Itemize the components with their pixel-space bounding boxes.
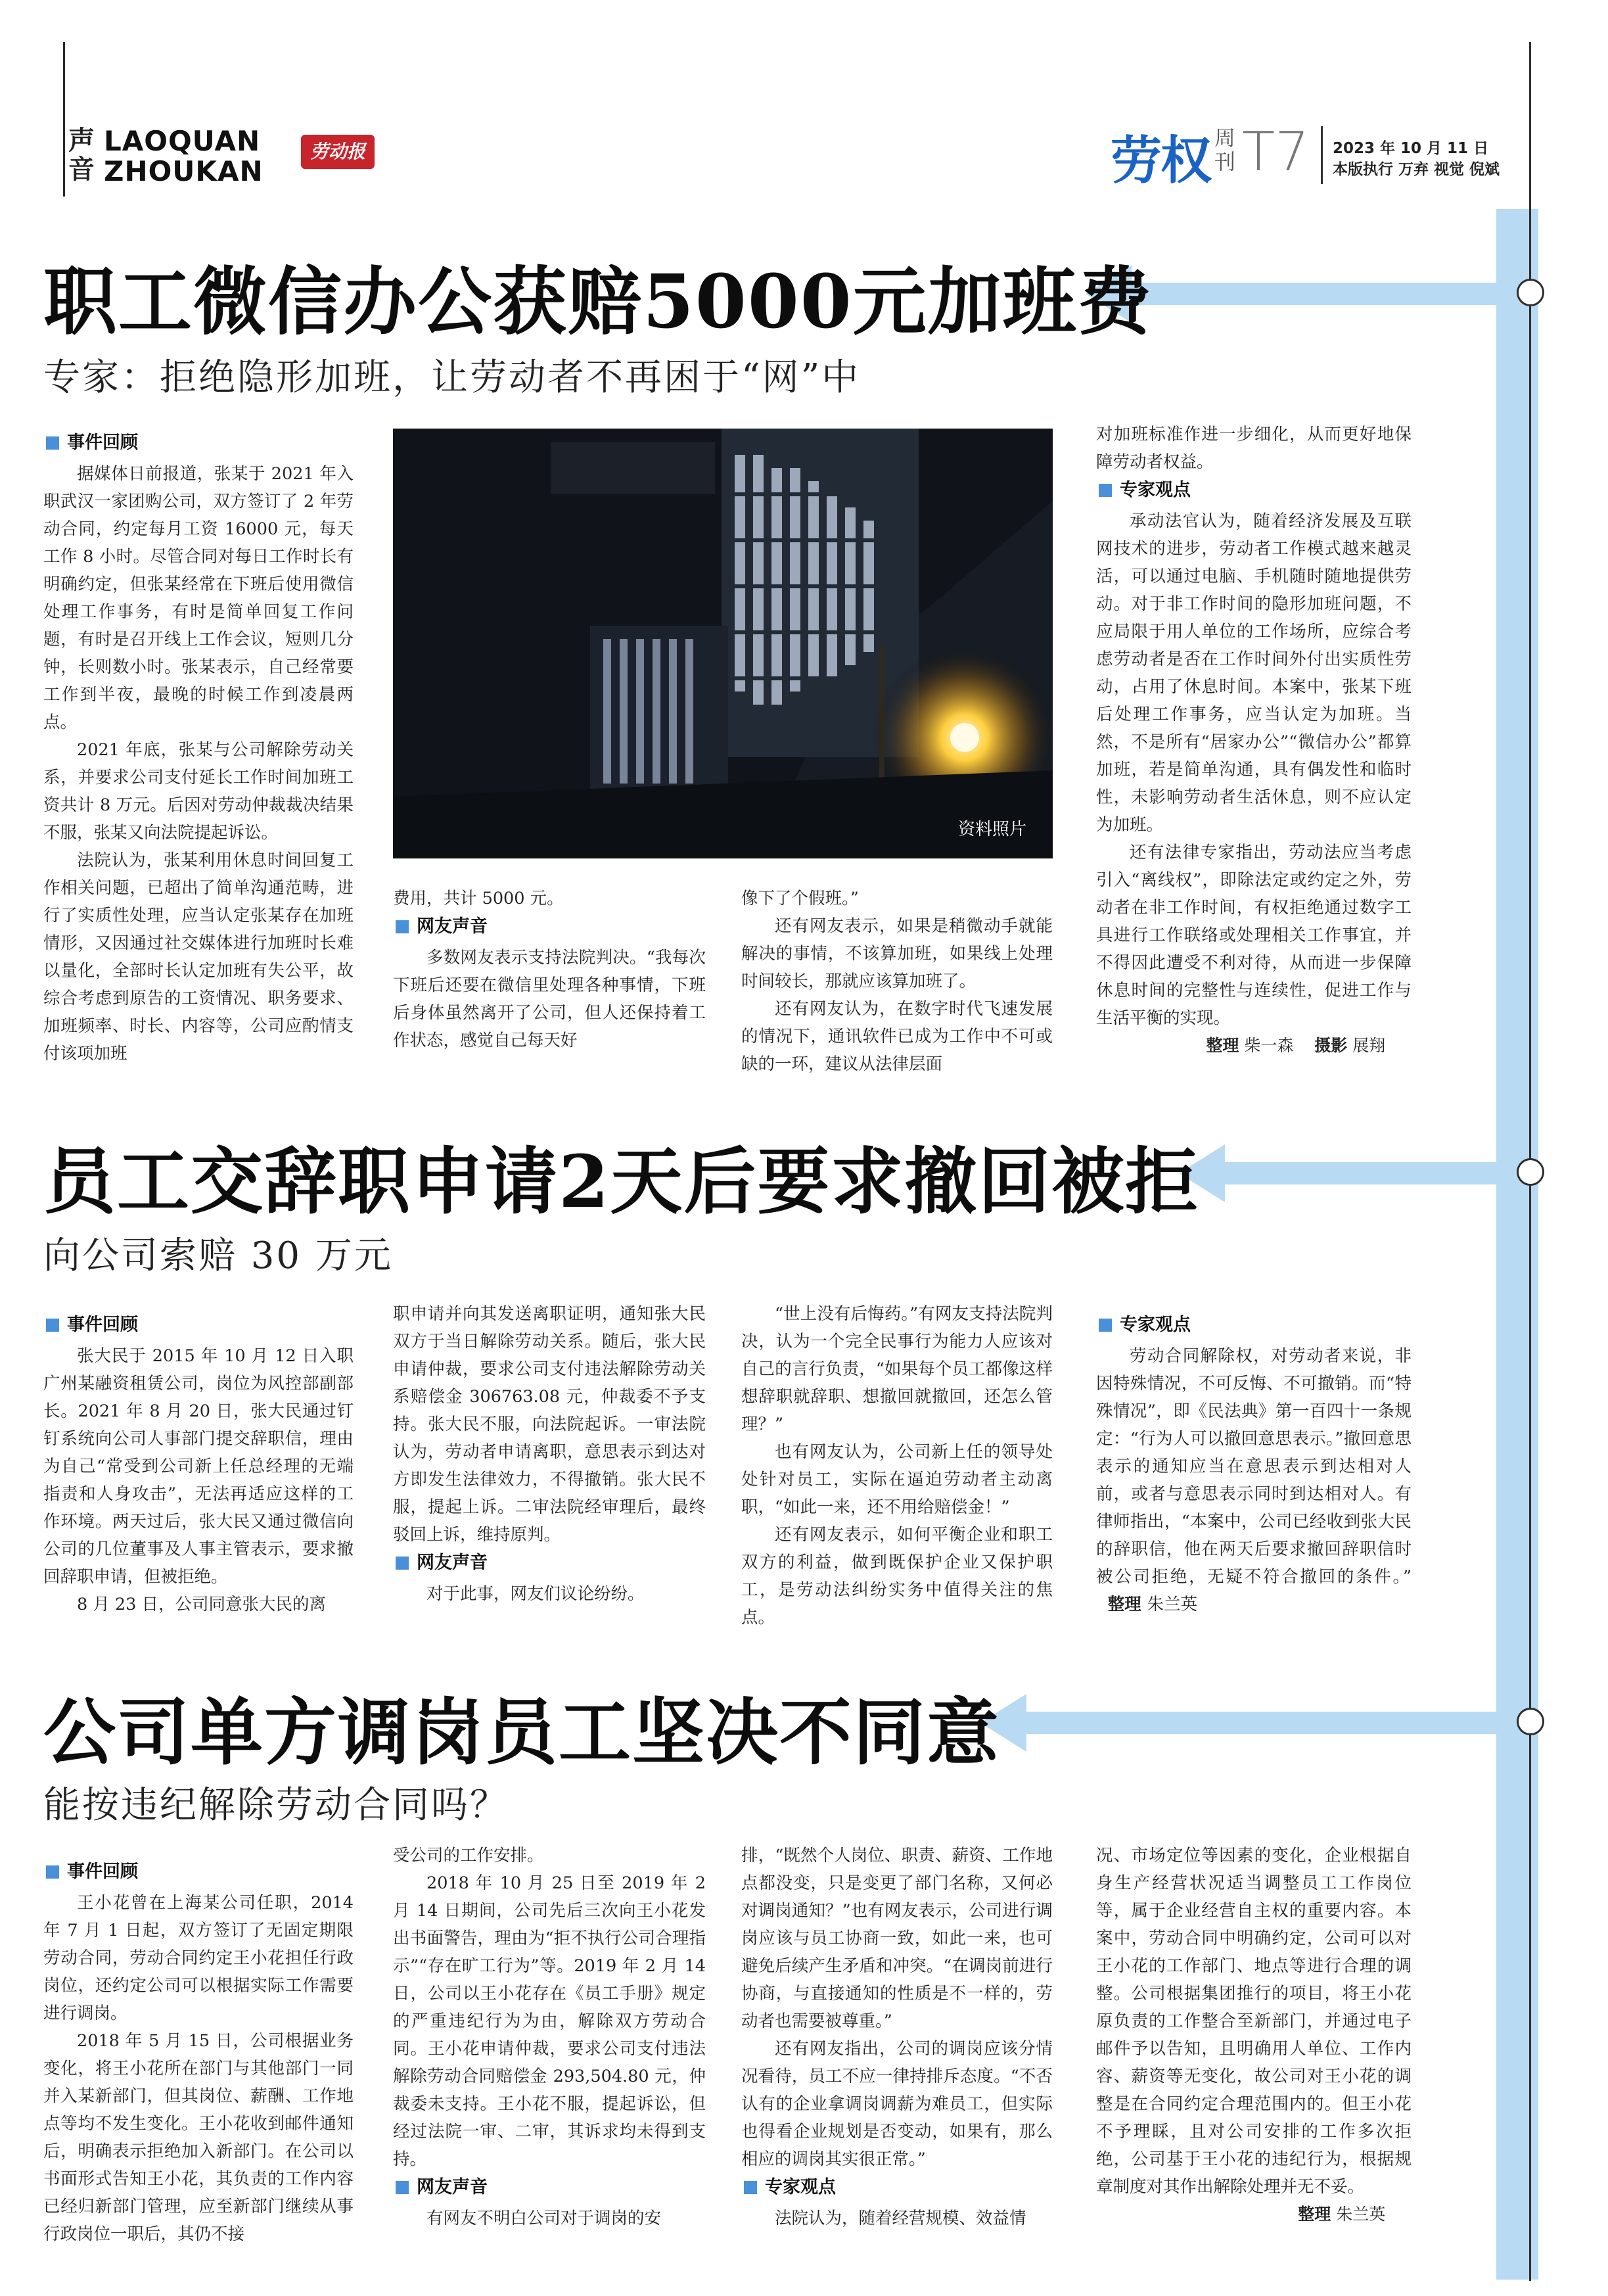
page-number: T7	[1242, 121, 1310, 183]
section-square-icon	[396, 2181, 409, 2194]
article2-col3	[741, 1300, 1053, 1631]
office-building-night-image	[393, 429, 1053, 858]
section-square-icon	[46, 436, 59, 450]
article2-expert-label	[1096, 1311, 1412, 1340]
article3-c2p1: 受公司的工作安排。	[393, 1846, 544, 1865]
masthead-zhoukan: ZHOUKAN	[104, 155, 264, 187]
section-square-icon	[1099, 1319, 1112, 1332]
article3-c1p1: 王小花曾在上海某公司任职，2014 年 7 月 1 日起，双方签订了无固定期限劳动合同，劳动合同约定王小花担任行政岗位，还约定公司可以根据实际工作需要进行调岗。	[43, 1893, 354, 2023]
brand-sub: 周刊	[1214, 126, 1236, 174]
article3-col2	[393, 1842, 706, 2232]
article2-col1	[43, 1311, 354, 1618]
article3-expert-label	[741, 2173, 1053, 2202]
article2-c3p2: 也有网友认为，公司新上任的领导处处针对员工，实际在逼迫劳动者主动离职，“如此一来，还不用给赔偿金！”	[741, 1442, 1053, 1517]
section-voice-label: 声音	[68, 126, 95, 185]
article1-c4p1: 对加班标准作进一步细化，从而更好地保障劳动者权益。	[1096, 425, 1412, 472]
issue-info	[1333, 138, 1500, 180]
article3-c2p2: 2018 年 10 月 25 日至 2019 年 2 月 14 日期间，公司先后三次向王小花发出书面警告，理由为“拒不执行公司合理指示”“存在旷工行为”等。2019 年 2 月 14 日，公司以王小花存在《员工手册》规定的严重违纪行为为由，解除双方劳动合同。王小花申请仲裁，要求公司支付违法解除劳动合同赔偿金 293,504.80 元，仲裁委未支持。王小花不服，提起诉讼，但经过法院一审、二审，其诉求均未得到支持。	[393, 1873, 706, 2169]
timeline-node-2	[1517, 1158, 1544, 1186]
article1-event-label	[43, 429, 354, 457]
brand-title: 劳权	[1111, 131, 1211, 191]
article1-c1p2: 2021 年底，张某与公司解除劳动关系，并要求公司支付延长工作时间加班工资共计 8 万元。后因对劳动仲裁裁决结果不服，张某又向法院提起诉讼。	[43, 740, 354, 843]
right-rail	[1496, 209, 1538, 2280]
article1-expert-label	[1096, 476, 1412, 505]
arrow-band-1	[1130, 283, 1505, 305]
article1-c4p3: 还有法律专家指出，劳动法应当考虑引入“离线权”，即除法定或约定之外，劳动者在非工作时间，有权拒绝通过数字工具进行工作联络或处理相关工作事宜，并不得因此遭受不利对待，从而进一步保障休息时间的完整性与连续性，促进工作与生活平衡的实现。	[1096, 843, 1412, 1028]
label-text: 事件回顾	[67, 1315, 138, 1335]
arrow-band-2	[1224, 1162, 1505, 1184]
article3-credit	[1096, 2201, 1412, 2228]
header-divider	[1321, 126, 1323, 184]
article1-c3p3: 还有网友认为，在数字时代飞速发展的情况下，通讯软件已成为工作中不可或缺的一环，建议从法律层面	[741, 999, 1053, 1074]
article3-c3p1: 排，“既然个人岗位、职责、薪资、工作地点都没变，只是变更了部门名称，又何必对调岗通知？”也有网友表示，公司进行调岗应该与员工协商一致，如此一来，也可避免后续产生矛盾和冲突。“在调岗前进行协商，与直接通知的性质是不一样的，劳动者也需要被尊重。”	[741, 1846, 1053, 2031]
article3-c3p3: 法院认为，随着经营规模、效益情	[775, 2209, 1026, 2228]
article1-c2p2: 多数网友表示支持法院判决。“我每次下班后还要在微信里处理各种事情，下班后身体虽然离开了公司，但人还保持着工作状态，感觉自己每天好	[393, 948, 706, 1050]
article1-c1p1: 据媒体日前报道，张某于 2021 年入职武汉一家团购公司，双方签订了 2 年劳动合同，约定每月工资 16000 元，每天工作 8 小时。尽管合同对每日工作时长有明确约定，但张某经常在下班后使用微信处理工作事务，有时是简单回复工作问题，有时是召开线上工作会议，短则几分钟，长则数小时。张某表示，自己经常要工作到半夜，最晚的时候工作到凌晨两点。	[43, 464, 354, 732]
article1-col3	[741, 885, 1053, 1078]
issue-date: 2023 年 10 月 11 日	[1333, 140, 1489, 157]
article1-credit	[1096, 1032, 1412, 1060]
article3-subhead: 能按违纪解除劳动合同吗？	[43, 1784, 509, 1827]
article1-c1p3: 法院认为，张某利用休息时间回复工作相关问题，已超出了简单沟通范畴，进行了实质性处理，应当认定张某存在加班情形，又因通过社交媒体进行加班时长难以量化，全部时长认定加班有失公平，故综合考虑到原告的工资情况、职务要求、加班频率、时长、内容等，公司应酌情支付该项加班	[43, 851, 354, 1064]
masthead-title	[104, 126, 264, 187]
section-square-icon	[396, 1557, 409, 1570]
article3-event-label	[43, 1858, 354, 1886]
credit-name: 展翔	[1352, 1036, 1386, 1055]
article3-c3p2: 还有网友指出，公司的调岗应该分情况看待，员工不应一律持排斥态度。“不否认有的企业拿调岗调薪为难员工，但实际也得看企业规划是否变动，如果有，那么相应的调岗其实很正常。”	[741, 2039, 1053, 2169]
article1-col4	[1096, 421, 1412, 1060]
label-text: 网友声音	[417, 1553, 488, 1573]
article2-c1p1: 张大民于 2015 年 10 月 12 日入职广州某融资租赁公司，岗位为风控部副部长。2021 年 8 月 20 日，张大民通过钉钉系统向公司人事部门提交辞职信，理由为自己“常受到公司新上任总经理的无端指责和人身攻击”，无法再适应这样的工作环境。两天过后，张大民又通过微信向公司的几位董事及人事主管表示，要求撤回辞职申请，但被拒绝。	[43, 1346, 354, 1587]
article2-col2	[393, 1300, 706, 1608]
masthead-laoquan: LAOQUAN	[104, 125, 261, 157]
credit-label: 整理	[1298, 2205, 1331, 2224]
editor-credits: 本版执行 万弃 视觉 倪斌	[1333, 161, 1500, 178]
article3-c2p3: 有网友不明白公司对于调岗的安	[426, 2209, 662, 2228]
article2-c1p2: 8 月 23 日，公司同意张大民的离	[77, 1595, 326, 1614]
credit-label: 摄影	[1314, 1036, 1348, 1055]
section-square-icon	[396, 920, 409, 933]
article3-col3	[741, 1842, 1053, 2232]
article1-c3p1: 像下了个假班。”	[741, 889, 859, 908]
photo-caption: 资料照片	[957, 820, 1026, 839]
article2-c4p1	[1096, 1342, 1412, 1618]
article1-headline: 职工微信办公获赔5000元加班费	[43, 259, 1153, 345]
article1-photo	[393, 429, 1053, 858]
article2-subhead: 向公司索赔 30 万元	[43, 1234, 393, 1277]
newspaper-logo: 劳动报	[301, 135, 375, 169]
credit-label: 整理	[1206, 1036, 1239, 1055]
article3-col4	[1096, 1842, 1412, 2228]
label-text: 专家观点	[1120, 480, 1191, 500]
section-square-icon	[744, 2181, 757, 2194]
article2-c2p1: 职申请并向其发送离职证明，通知张大民双方于当日解除劳动关系。随后，张大民申请仲裁，要求公司支付违法解除劳动关系赔偿金 306763.08 元，仲裁委不予支持。张大民不服，向法院起诉。一审法院认为，劳动者申请离职，意思表示到达对方即发生法律效力，不得撤销。张大民不服，提起上诉。二审法院经审理后，最终驳回上诉，维持原判。	[393, 1304, 706, 1545]
label-text: 专家观点	[1120, 1315, 1191, 1335]
credit-name: 朱兰英	[1147, 1595, 1198, 1614]
article1-c3p2: 还有网友表示，如果是稍微动手就能解决的事情，不该算加班，如果线上处理时间较长，那就应该算加班了。	[741, 916, 1053, 991]
section-square-icon	[1099, 484, 1112, 497]
article2-col4	[1096, 1311, 1412, 1618]
masthead-rule	[63, 42, 65, 197]
credit-name: 朱兰英	[1336, 2205, 1386, 2224]
article3-c4p1: 况、市场定位等因素的变化，企业根据自身生产经营状况适当调整员工工作岗位等，属于企业经营自主权的重要内容。本案中，劳动合同中明确约定，公司可以对王小花的工作部门、地点等进行合理的调整。公司根据集团推行的项目，将王小花原负责的工作整合至新部门，并通过电子邮件予以告知，且明确用人单位、工作内容、薪资等无变化，故公司对王小花的调整是在合同约定合理范围内的。但王小花不予理睬，且对公司安排的工作多次拒绝，公司基于王小花的违纪行为，根据规章制度对其作出解除处理并无不妥。	[1096, 1846, 1412, 2197]
timeline-node-3	[1517, 1708, 1544, 1735]
article2-netizen-label	[393, 1549, 706, 1578]
article2-headline: 员工交辞职申请2天后要求撤回被拒	[43, 1139, 1199, 1224]
label-text: 网友声音	[417, 916, 488, 937]
article1-col2	[393, 885, 706, 1054]
article2-event-label	[43, 1311, 354, 1340]
article1-c4p2: 承动法官认为，随着经济发展及互联网技术的进步，劳动者工作模式越来越灵活，可以通过电脑、手机随时随地提供劳动。对于非工作时间的隐形加班问题，不应局限于用人单位的工作场所，应综合考虑劳动者是否在工作时间外付出实质性劳动，占用了休息时间。本案中，张某下班后处理工作事务，应当认定为加班。当然，不是所有“居家办公”“微信办公”都算加班，若是简单沟通，具有偶发性和临时性，未影响劳动者生活休息，则不应认定为加班。	[1096, 511, 1412, 835]
article2-c2p2: 对于此事，网友们议论纷纷。	[426, 1584, 645, 1604]
label-text: 网友声音	[417, 2177, 488, 2197]
credit-name: 柴一森	[1244, 1036, 1294, 1055]
article1-subhead: 专家：拒绝隐形加班，让劳动者不再困于“网”中	[43, 356, 861, 399]
article3-headline: 公司单方调岗员工坚决不同意	[43, 1690, 1000, 1775]
article1-col1	[43, 429, 354, 1067]
label-text: 专家观点	[765, 2177, 836, 2197]
article1-c2p1: 费用，共计 5000 元。	[393, 889, 564, 908]
article3-netizen-label	[393, 2173, 706, 2202]
article2-c3p3: 还有网友表示，如何平衡企业和职工双方的利益，做到既保护企业又保护职工，是劳动法纠纷实务中值得关注的焦点。	[741, 1525, 1053, 1628]
arrow-band-3	[1025, 1712, 1505, 1734]
article1-netizen-label	[393, 912, 706, 941]
article3-c1p2: 2018 年 5 月 15 日，公司根据业务变化，将王小花所在部门与其他部门一同并入某新部门，但其岗位、薪酬、工作地点等均不发生变化。王小花收到邮件通知后，明确表示拒绝加入新部门。在公司以书面形式告知王小花，其负责的工作内容已经归新部门管理，应至新部门继续从事行政岗位一职后，其仍不接	[43, 2031, 354, 2244]
article2-c4p1-text: 劳动合同解除权，对劳动者来说，非因特殊情况，不可反悔、不可撤销。而“特殊情况”，即《民法典》第一百四十一条规定：“行为人可以撤回意思表示。”撤回意思表示的通知应当在意思表示到达相对人前，或者与意思表示同时到达相对人。有律师指出，“本案中，公司已经收到张大民的辞职信，他在两天后要求撤回辞职信时被公司拒绝，无疑不符合撤回的条件。”	[1096, 1346, 1412, 1587]
label-text: 事件回顾	[67, 433, 138, 453]
section-square-icon	[46, 1865, 59, 1879]
article2-credit	[1096, 1595, 1197, 1614]
article2-c3p1: “世上没有后悔药。”有网友支持法院判决，认为一个完全民事行为能力人应该对自己的言行负责，“如果每个员工都像这样想辞职就辞职、想撤回就撤回，还怎么管理？”	[741, 1304, 1053, 1434]
timeline-node-1	[1517, 279, 1544, 306]
section-square-icon	[46, 1319, 59, 1332]
credit-label: 整理	[1107, 1595, 1141, 1614]
article3-col1	[43, 1858, 354, 2248]
label-text: 事件回顾	[67, 1862, 138, 1882]
